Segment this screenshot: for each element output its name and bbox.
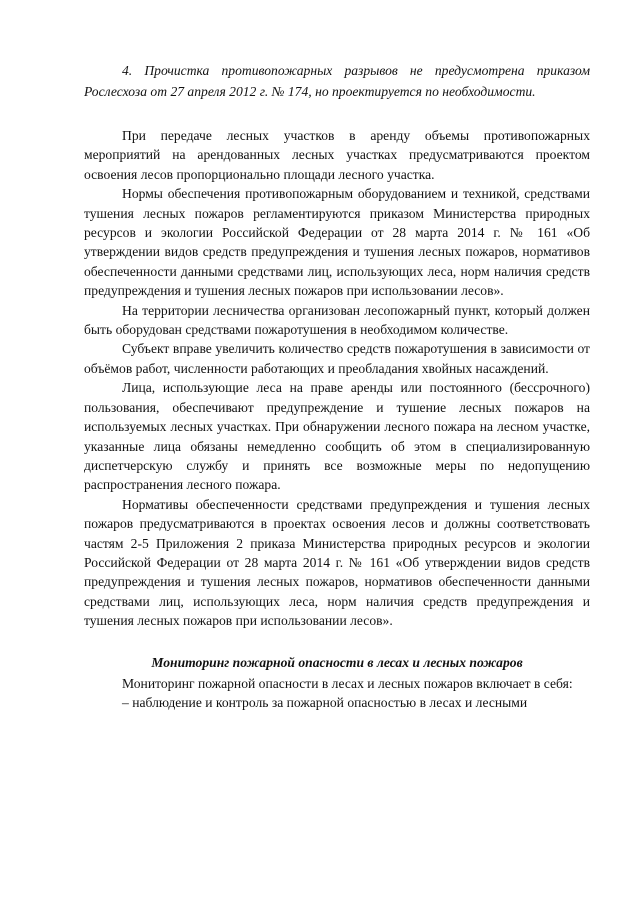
document-page [84,60,590,712]
paragraph-provision-standards: Нормативы обеспеченности средствами предупреждения и тушения лесных пожаров предусматриваются в проектах освоения лесов и должны соответствовать частям 2-5 Приложения 2 приказа Министерства природных ресурсов и экологии Российской Федерации от 28 марта 2014 г. № 161 «Об утверждении видов средств предупреждения и тушения лесных пожаров, нормативов обеспеченности данными средствами лиц, использующих леса, норм наличия средств предупреждения и тушения лесных пожаров при использовании лесов». [84,496,590,629]
section-heading: Мониторинг пожарной опасности в лесах и лесных пожаров [151,654,523,670]
paragraph-fire-station: На территории лесничества организован лесопожарный пункт, который должен быть оборудован средствами пожаротушения в необходимом количестве. [84,302,590,338]
paragraph-monitoring-intro: Мониторинг пожарной опасности в лесах и лесных пожаров включает в себя: [122,675,573,691]
italic-note: 4. Прочистка противопожарных разрывов не предусмотрена приказом Рослесхоза от 27 апреля 2012 г. № 174, но проектируется по необходимости. [84,63,590,99]
paragraph-increase-means: Субъект вправе увеличить количество средств пожаротушения в зависимости от объёмов работ, численности работающих и преобладания хвойных насаждений. [84,341,590,376]
paragraph-monitoring-item: – наблюдение и контроль за пожарной опасностью в лесах и лесными [122,694,528,710]
paragraph-lease-measures: При передаче лесных участков в аренду объемы противопожарных мероприятий на арендованных лесных участках предусматриваются проектом освоения лесов пропорционально площади лесного участка. [84,128,590,182]
paragraph-lessee-duties: Лица, использующие леса на праве аренды или постоянного (бессрочного) пользования, обеспечивают предупреждение и тушение лесных пожаров на используемых лесных участках. При обнаружении лесного пожара на лесном участке, указанные лица обязаны немедленно сообщить об этом в специализированную диспетчерскую службу и принять все возможные меры по недопущению распространения лесного пожара. [84,380,590,493]
paragraph-equipment-norms: Нормы обеспечения противопожарным оборудованием и техникой, средствами тушения лесных пожаров регламентируются приказом Министерства природных ресурсов и экологии Российской Федерации от 28 марта 2014 г. № 161 «Об утверждении видов средств предупреждения и тушения лесных пожаров, нормативов обеспеченности данными средствами лиц, использующих леса, норм наличия средств предупреждения и тушения лесных пожаров при использовании лесов». [84,186,590,299]
